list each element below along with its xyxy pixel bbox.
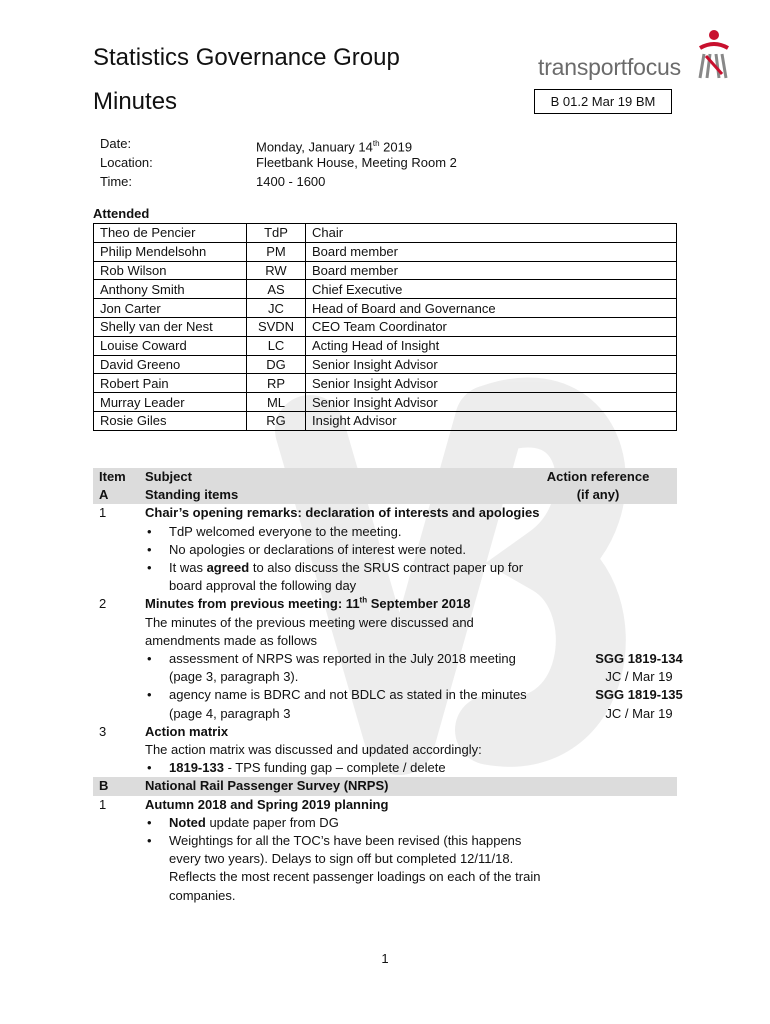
time-label: Time: (100, 174, 133, 189)
item-title: Action matrix (145, 723, 229, 739)
attendee-initials: RG (247, 411, 306, 430)
bullet-point: • 1819-133 - TPS funding gap – complete / delete (169, 759, 545, 777)
bullet-point: • agency name is BDRC and not BDLC as stated in the minutes (page 4, paragraph 3 SGG 1819-135 JC / Mar 19 (169, 686, 545, 722)
document-subtitle: Minutes (93, 88, 178, 115)
bullet-point: • Weightings for all the TOC’s have been revised (this happens every two years). Delays to sign off but completed 12/11/18. Reflects the most recent passenger loadings on each of the train companies. (169, 832, 545, 905)
item-number: 1 (99, 505, 107, 521)
attendee-role: Board member (306, 242, 677, 261)
transport-focus-logo (538, 28, 730, 90)
item-column-header: Item (99, 469, 126, 484)
section-a-number: A (99, 487, 109, 503)
section-b-row (93, 777, 677, 795)
item-title: Chair’s opening remarks: declaration of interests and apologies (145, 505, 540, 521)
attendee-row (94, 355, 677, 374)
attendee-role: Head of Board and Governance (306, 299, 677, 318)
section-b-number: B (99, 778, 109, 794)
logo-wordmark: transportfocus (538, 54, 681, 80)
logo-mark-icon (694, 28, 730, 80)
attendee-role: Senior Insight Advisor (306, 355, 677, 374)
attendee-name: Robert Pain (94, 374, 247, 393)
attendee-row (94, 299, 677, 318)
agenda-item-1 (93, 504, 677, 595)
attendee-name: Louise Coward (94, 336, 247, 355)
attendee-initials: AS (247, 280, 306, 299)
attendee-name: David Greeno (94, 355, 247, 374)
attendee-name: Rob Wilson (94, 261, 247, 280)
attendee-name: Theo de Pencier (94, 224, 247, 243)
attendee-name: Jon Carter (94, 299, 247, 318)
attendee-role: Chair (306, 224, 677, 243)
attendee-name: Rosie Giles (94, 411, 247, 430)
attendee-role: CEO Team Coordinator (306, 317, 677, 336)
attendee-role: Insight Advisor (306, 411, 677, 430)
attendee-initials: ML (247, 393, 306, 412)
bullet-point: • Noted update paper from DG (169, 814, 545, 832)
attendee-initials: DG (247, 355, 306, 374)
subject-column-header: Subject (145, 469, 192, 484)
attendee-row (94, 317, 677, 336)
attendee-name: Anthony Smith (94, 280, 247, 299)
bullet-point: • No apologies or declarations of interest were noted. (169, 541, 545, 559)
item-title: Minutes from previous meeting: 11th September 2018 (145, 596, 471, 612)
item-number: 1 (99, 796, 107, 812)
document-reference: B 01.2 Mar 19 BM (534, 89, 672, 114)
section-a-title: Standing items (145, 487, 239, 503)
action-column-header: Action reference (546, 469, 650, 484)
attendee-initials: PM (247, 242, 306, 261)
section-a-row (93, 486, 677, 504)
agenda-item-b1 (93, 796, 677, 905)
attendee-role: Chief Executive (306, 280, 677, 299)
attendee-row (94, 242, 677, 261)
attendee-initials: SVDN (247, 317, 306, 336)
agenda-table (93, 468, 683, 905)
action-reference: SGG 1819-135 (595, 687, 683, 703)
action-owner: JC / Mar 19 (605, 669, 673, 685)
attendee-role: Acting Head of Insight (306, 336, 677, 355)
attendee-initials: TdP (247, 224, 306, 243)
attendee-row (94, 224, 677, 243)
attendee-role: Board member (306, 261, 677, 280)
date-value: Monday, January 14th 2019 (256, 139, 413, 155)
section-b-title: National Rail Passenger Survey (NRPS) (145, 778, 389, 794)
time-value: 1400 - 1600 (256, 174, 326, 189)
bullet-point: • It was agreed to also discuss the SRUS contract paper up for board approval the following day (169, 559, 545, 595)
attendee-row (94, 280, 677, 299)
item-number: 3 (99, 723, 107, 739)
action-owner: JC / Mar 19 (605, 705, 673, 721)
location-value: Fleetbank House, Meeting Room 2 (256, 155, 457, 170)
attendee-row (94, 393, 677, 412)
agenda-item-2 (93, 595, 683, 722)
attendee-name: Shelly van der Nest (94, 317, 247, 336)
attendee-initials: JC (247, 299, 306, 318)
attendee-row (94, 374, 677, 393)
attendee-role: Senior Insight Advisor (306, 374, 677, 393)
bullet-point: • TdP welcomed everyone to the meeting. (169, 523, 545, 541)
location-label: Location: (100, 155, 153, 170)
attendee-initials: RP (247, 374, 306, 393)
action-column-subheader: (if any) (576, 487, 620, 503)
attendee-row (94, 336, 677, 355)
agenda-header-row (93, 468, 677, 486)
item-number: 2 (99, 596, 107, 612)
attendee-initials: LC (247, 336, 306, 355)
attendee-role: Senior Insight Advisor (306, 393, 677, 412)
agenda-item-3 (93, 723, 677, 778)
attendees-table (93, 223, 677, 431)
date-label: Date: (100, 136, 132, 151)
item-text: The minutes of the previous meeting were discussed and amendments made as follows (145, 614, 474, 648)
attendee-row (94, 261, 677, 280)
attendee-name: Murray Leader (94, 393, 247, 412)
attendee-initials: RW (247, 261, 306, 280)
attendee-name: Philip Mendelsohn (94, 242, 247, 261)
attendee-row (94, 411, 677, 430)
action-reference: SGG 1819-134 (595, 651, 683, 667)
document-title: Statistics Governance Group (93, 44, 400, 71)
item-text: The action matrix was discussed and updated accordingly: (145, 742, 482, 758)
attended-heading: Attended (93, 206, 150, 221)
page-number: 1 (381, 951, 389, 966)
item-title: Autumn 2018 and Spring 2019 planning (145, 796, 389, 812)
bullet-point: • assessment of NRPS was reported in the July 2018 meeting (page 3, paragraph 3). SGG 1819-134 JC / Mar 19 (169, 650, 545, 686)
